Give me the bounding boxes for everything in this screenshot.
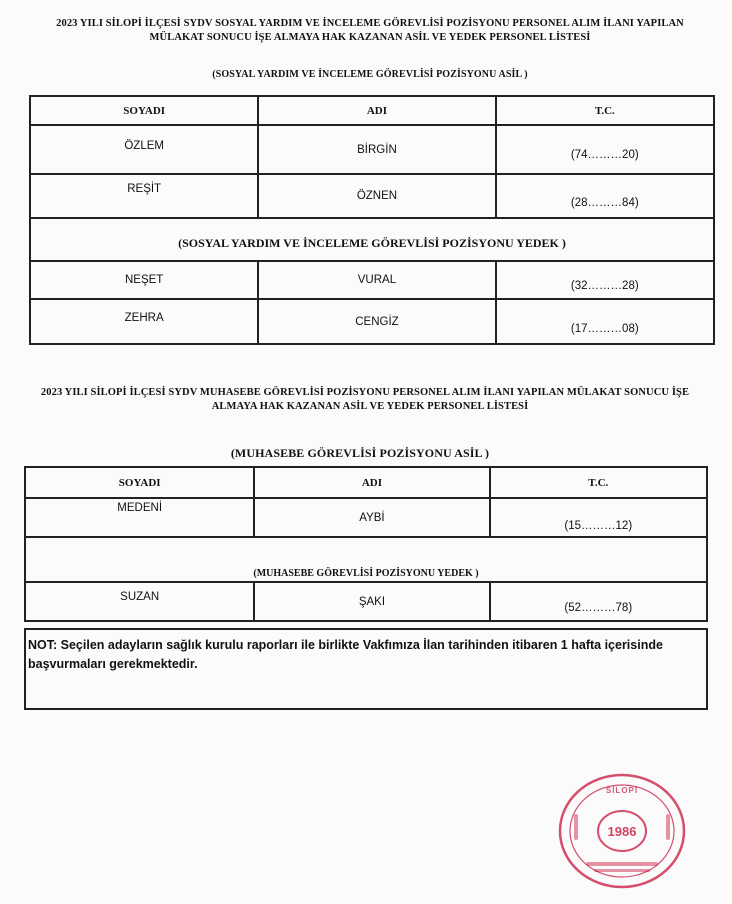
tc-cell: (28………84) xyxy=(496,174,714,218)
header-adi: ADI xyxy=(254,467,489,498)
header-adi: ADI xyxy=(258,96,495,125)
adi-cell: CENGİZ xyxy=(258,299,495,344)
note-text: NOT: Seçilen adayların sağlık kurulu raporları ile birlikte Vakfımıza İlan tarihinden itibaren 1 hafta içerisinde başvurmaları gerekmektedir. xyxy=(28,638,663,671)
section1-table xyxy=(29,95,715,345)
section1-title-line1: 2023 YILI SİLOPİ İLÇESİ SYDV SOSYAL YARDIM VE İNCELEME GÖREVLİSİ POZİSYONU PERSONEL ALIM İLANI YAPILAN xyxy=(56,18,684,29)
section1-title-line2: MÜLAKAT SONUCU İŞE ALMAYA HAK KAZANAN ASİL VE YEDEK PERSONEL LİSTESİ xyxy=(149,32,591,43)
table-row xyxy=(25,498,707,537)
seal-top-text: SİLOPİ xyxy=(605,786,639,795)
tc-cell: (32………28) xyxy=(496,261,714,299)
soyadi-cell: ZEHRA xyxy=(30,299,258,344)
header-tc: T.C. xyxy=(490,467,707,498)
table-row xyxy=(30,125,714,174)
table-row xyxy=(25,582,707,621)
table-header-row xyxy=(25,467,707,498)
adi-cell: VURAL xyxy=(258,261,495,299)
header-soyadi: SOYADI xyxy=(30,96,258,125)
tc-cell: (15………12) xyxy=(490,498,707,537)
tc-cell: (52………78) xyxy=(490,582,707,621)
section2-yedek-caption: (MUHASEBE GÖREVLİSİ POZİSYONU YEDEK ) xyxy=(25,537,707,582)
seal-stamp-icon xyxy=(556,770,688,892)
section1-yedek-caption: (SOSYAL YARDIM VE İNCELEME GÖREVLİSİ POZİSYONU YEDEK ) xyxy=(30,218,714,261)
table-row xyxy=(30,174,714,218)
table-header-row xyxy=(30,96,714,125)
soyadi-cell: MEDENİ xyxy=(25,498,254,537)
adi-cell: ŞAKI xyxy=(254,582,489,621)
adi-cell: AYBİ xyxy=(254,498,489,537)
table-row xyxy=(30,261,714,299)
adi-cell: ÖZNEN xyxy=(258,174,495,218)
seal-year: 1986 xyxy=(607,824,637,839)
yedek-caption-row xyxy=(25,537,707,582)
table-row xyxy=(30,299,714,344)
adi-cell: BİRGİN xyxy=(258,125,495,174)
section2-table xyxy=(24,466,708,622)
seal-rim-lettering xyxy=(574,814,670,872)
section2-title-line1: 2023 YILI SİLOPİ İLÇESİ SYDV MUHASEBE GÖREVLİSİ POZİSYONU PERSONEL ALIM İLANI YAPILAN MÜLAKAT SONUCU İŞE xyxy=(40,387,690,398)
tc-cell: (74………20) xyxy=(496,125,714,174)
section2-asil-caption: (MUHASEBE GÖREVLİSİ POZİSYONU ASİL ) xyxy=(230,446,490,460)
yedek-caption-row xyxy=(30,218,714,261)
soyadi-cell: SUZAN xyxy=(25,582,254,621)
header-soyadi: SOYADI xyxy=(25,467,254,498)
soyadi-cell: ÖZLEM xyxy=(30,125,258,174)
soyadi-cell: NEŞET xyxy=(30,261,258,299)
section1-asil-caption: (SOSYAL YARDIM VE İNCELEME GÖREVLİSİ POZİSYONU ASİL ) xyxy=(212,69,528,80)
tc-cell: (17………08) xyxy=(496,299,714,344)
soyadi-cell: REŞİT xyxy=(30,174,258,218)
note-box xyxy=(24,628,708,710)
header-tc: T.C. xyxy=(496,96,714,125)
section2-title-line2: ALMAYA HAK KAZANAN ASİL VE YEDEK PERSONEL LİSTESİ xyxy=(211,401,529,412)
